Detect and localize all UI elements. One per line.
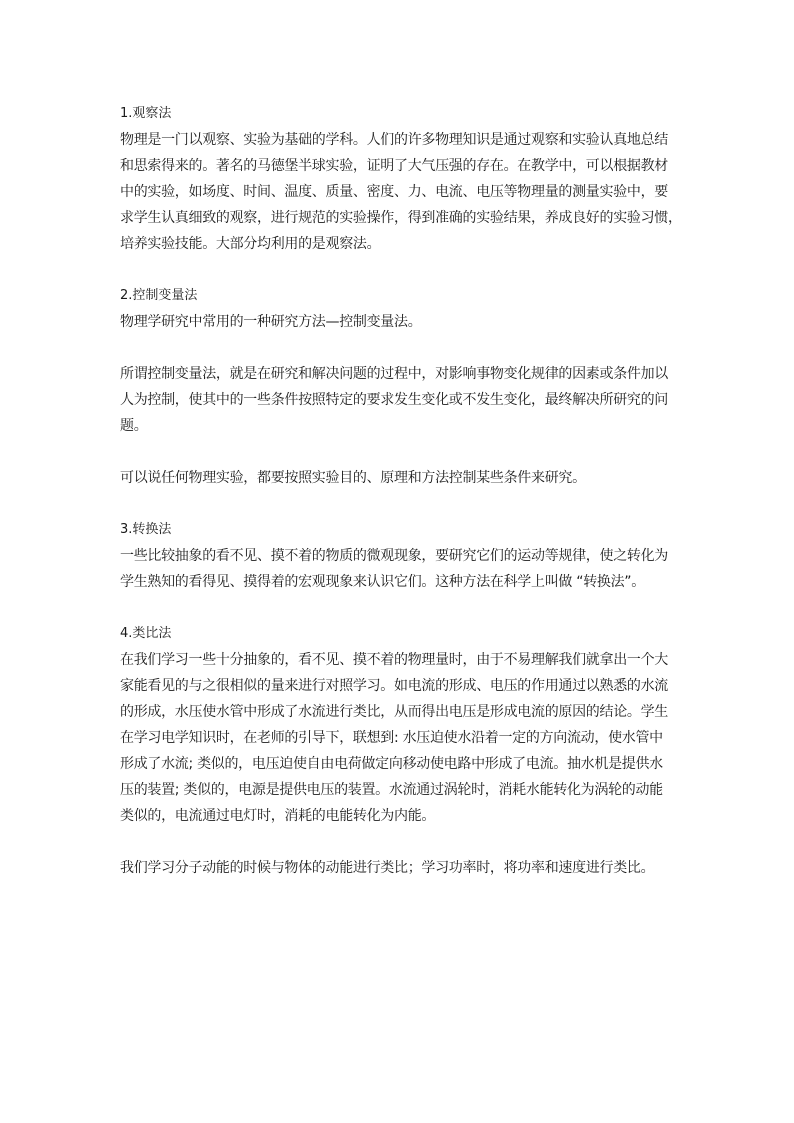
paragraph xyxy=(120,361,672,439)
paragraph-line: 题。 xyxy=(120,418,148,434)
section-heading: 4.类比法 xyxy=(120,626,172,641)
paragraph xyxy=(120,855,672,881)
paragraph-line: 压的装置; 类似的，电源是提供电压的装置。水流通过涡轮时，消耗水能转化为涡轮的动能 xyxy=(120,782,663,798)
paragraph-line: 培养实验技能。大部分均利用的是观察法。 xyxy=(120,236,381,252)
paragraph-line: 物理是一门以观察、实验为基础的学科。人们的许多物理知识是通过观察和实验认真地总结 xyxy=(120,132,668,148)
paragraph-line: 我们学习分子动能的时候与物体的动能进行类比；学习功率时，将功率和速度进行类比。 xyxy=(120,860,655,876)
paragraph-line: 人为控制，使其中的一些条件按照特定的要求发生变化或不发生变化，最终解决所研究的问 xyxy=(120,392,668,408)
paragraph-line: 和思索得来的。著名的马德堡半球实验，证明了大气压强的存在。在教学中，可以根据教材 xyxy=(120,158,668,174)
spacer xyxy=(120,829,672,855)
paragraph-line: 形成了水流; 类似的，电压迫使自由电荷做定向移动使电路中形成了电流。抽水机是提供水 xyxy=(120,756,663,772)
paragraph-line: 可以说任何物理实验，都要按照实验目的、原理和方法控制某些条件来研究。 xyxy=(120,470,586,486)
spacer xyxy=(120,491,672,517)
paragraph xyxy=(120,127,682,257)
paragraph-line: 学生熟知的看得见、摸得着的宏观现象来认识它们。这种方法在科学上叫做 “转换法”。 xyxy=(120,574,645,590)
paragraph-line: 所谓控制变量法，就是在研究和解决问题的过程中，对影响事物变化规律的因素或条件加以 xyxy=(120,366,668,382)
paragraph-line: 的形成，水压使水管中形成了水流进行类比，从而得出电压是形成电流的原因的结论。学生 xyxy=(120,704,668,720)
spacer xyxy=(120,257,672,283)
section-heading: 2.控制变量法 xyxy=(120,288,198,303)
paragraph xyxy=(120,309,672,335)
document-body xyxy=(120,101,682,881)
spacer xyxy=(120,335,672,361)
paragraph-line: 类似的，电流通过电灯时，消耗的电能转化为内能。 xyxy=(120,808,436,824)
paragraph-line: 一些比较抽象的看不见、摸不着的物质的微观现象，要研究它们的运动等规律，使之转化为 xyxy=(120,548,668,564)
paragraph-line: 求学生认真细致的观察，进行规范的实验操作，得到准确的实验结果，养成良好的实验习惯， xyxy=(120,210,682,226)
paragraph-line: 中的实验，如场度、时间、温度、质量、密度、力、电流、电压等物理量的测量实验中，要 xyxy=(120,184,668,200)
paragraph-line: 在学习电学知识时，在老师的引导下，联想到: 水压迫使水沿着一定的方向流动，使水管中 xyxy=(120,730,663,746)
paragraph xyxy=(120,647,672,829)
paragraph-line: 物理学研究中常用的一种研究方法—控制变量法。 xyxy=(120,314,422,330)
spacer xyxy=(120,439,672,465)
section-heading: 1.观察法 xyxy=(120,106,172,121)
section-heading: 3.转换法 xyxy=(120,522,172,537)
paragraph-line: 在我们学习一些十分抽象的，看不见、摸不着的物理量时，由于不易理解我们就拿出一个大 xyxy=(120,652,668,668)
paragraph xyxy=(120,465,672,491)
paragraph-line: 家能看见的与之很相似的量来进行对照学习。如电流的形成、电压的作用通过以熟悉的水流 xyxy=(120,678,668,694)
spacer xyxy=(120,595,672,621)
paragraph xyxy=(120,543,672,595)
